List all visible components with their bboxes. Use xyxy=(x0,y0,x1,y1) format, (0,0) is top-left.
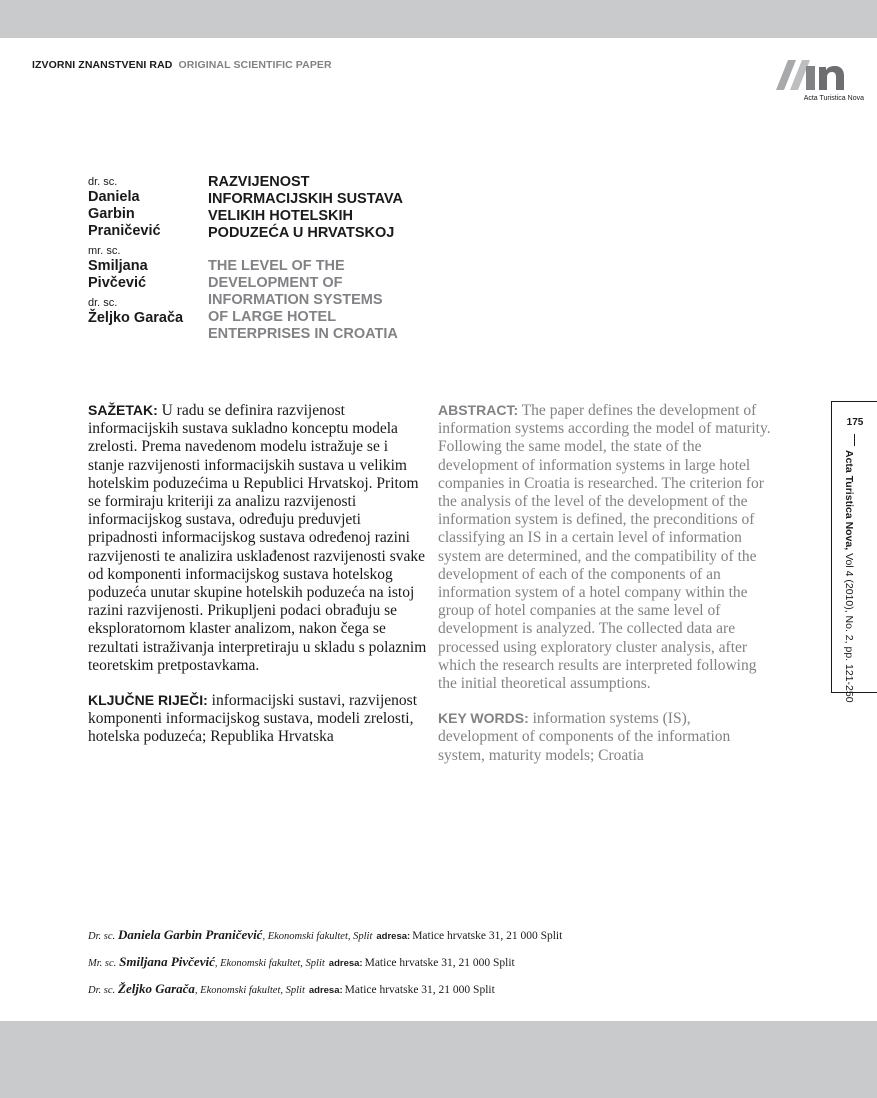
paper-type-hr: IZVORNI ZNANSTVENI RAD xyxy=(32,59,173,71)
author-name-line: Praničević xyxy=(88,223,161,239)
affiliation-unit: , Ekonomski fakultet, Split xyxy=(194,985,305,996)
abstract-croatian-column xyxy=(88,401,428,763)
title-hr-line: PODUZEĆA U HRVATSKOJ xyxy=(208,225,395,241)
affiliation-name: Željko Garača xyxy=(118,981,195,996)
affiliation-address-label: adresa: xyxy=(376,931,411,942)
affiliation-title: Dr. sc. xyxy=(88,985,116,996)
affiliation-name: Daniela Garbin Praničević xyxy=(118,927,263,942)
keywords-en-label: KEY WORDS: xyxy=(438,710,529,727)
abstract-english-column xyxy=(438,401,773,781)
keywords-hr-label: KLJUČNE RIJEČI: xyxy=(88,692,208,709)
abstract-croatian xyxy=(88,401,428,675)
abstract-hr-text: U radu se definira razvijenost informacijskih sustava sukladno konceptu modela zrelosti. Prema navedenom modelu istražuje se i stanje razvijenosti informacijskih sustava u velikim hotelskim poduzećima u Republici Hrvatskoj. Pritom se formiraju kriteriji za analizu razvijenosti informacijskog sustava, određuju preduvjeti pripadnosti informacijskog sustava određenoj razini razvijenosti te analizira usklađenost razvijenosti svake od komponenti informacijskog sustava hotelskog poduzeća unutar skupine hotelskih poduzeća na istoj razini razvijenosti. Prikupljeni podaci obrađuju se eksploratornom klaster analizom, nakon čega se rezultati istraživanja interpretiraju u skladu s polaznim teoretskim pretpostavkama. xyxy=(88,402,427,674)
affiliation-row xyxy=(88,928,788,944)
title-en-line: ENTERPRISES IN CROATIA xyxy=(208,326,398,342)
author-affiliations xyxy=(88,928,788,1009)
author-name-line: Smiljana xyxy=(88,258,148,274)
affiliation-address: Matice hrvatske 31, 21 000 Split xyxy=(344,984,495,996)
affiliation-name: Smiljana Pivčević xyxy=(119,954,215,969)
affiliation-title: Dr. sc. xyxy=(88,931,116,942)
author-title: dr. sc. xyxy=(88,176,118,188)
author-list xyxy=(88,176,203,332)
title-en-line: OF LARGE HOTEL xyxy=(208,309,337,325)
keywords-en-text: information systems (IS), development of components of the information system, maturity models; Croatia xyxy=(438,710,731,764)
abstract-en-label: ABSTRACT: xyxy=(438,402,519,418)
title-hr-line: INFORMACIJSKIH SUSTAVA xyxy=(208,191,403,207)
author-title: dr. sc. xyxy=(88,297,118,309)
affiliation-unit: , Ekonomski fakultet, Split xyxy=(214,958,325,969)
abstract-en-text: The paper defines the development of information systems according the model of maturity. Following the same model, the state of the development of information systems in large hotel companies in Croatia is researched. The criterion for the analysis of the level of the development of the information system is defined, the preconditions of classifying an IS in a certain level of information system are determined, and the compatibility of the development of each of the components of an information system of a hotel company within the group of hotel companies at the same level of development is analyzed. The collected data are processed using exploratory cluster analysis, after which the research results are interpreted following the initial theoretical assumptions. xyxy=(438,402,771,693)
title-croatian xyxy=(208,174,438,242)
title-english xyxy=(208,258,438,343)
abstract-english xyxy=(438,401,773,693)
affiliation-title: Mr. sc. xyxy=(88,958,117,969)
affiliation-address: Matice hrvatske 31, 21 000 Split xyxy=(364,957,515,969)
keywords-croatian xyxy=(88,691,428,747)
journal-citation-name: Acta Turistica Nova, xyxy=(843,450,855,551)
title-hr-line: RAZVIJENOST xyxy=(208,174,310,190)
author-block xyxy=(88,176,203,240)
author-block xyxy=(88,245,203,292)
side-divider xyxy=(854,434,855,446)
journal-side-tab xyxy=(831,401,877,703)
author-name-line: Daniela xyxy=(88,189,140,205)
affiliation-row xyxy=(88,982,788,998)
abstract-hr-label: SAŽETAK: xyxy=(88,402,158,418)
paper-titles xyxy=(208,174,438,343)
author-block xyxy=(88,297,203,327)
affiliation-address: Matice hrvatske 31, 21 000 Split xyxy=(412,930,563,942)
title-en-line: DEVELOPMENT OF xyxy=(208,275,343,291)
title-en-line: INFORMATION SYSTEMS xyxy=(208,292,383,308)
affiliation-row xyxy=(88,955,788,971)
title-en-line: THE LEVEL OF THE xyxy=(208,258,345,274)
keywords-hr-text: informacijski sustavi, razvijenost komponenti informacijskog sustava, modeli zrelosti, hotelska poduzeća; Republika Hrvatska xyxy=(88,692,418,746)
journal-logo xyxy=(776,58,866,106)
author-name-line: Garbin xyxy=(88,206,135,222)
affiliation-unit: , Ekonomski fakultet, Split xyxy=(262,931,373,942)
author-name-line: Pivčević xyxy=(88,275,147,291)
journal-citation-volume: Vol 4 (2010), No. 2, pp. 121-250 xyxy=(843,553,855,703)
bottom-gray-band xyxy=(0,1021,877,1098)
title-hr-line: VELIKIH HOTELSKIH xyxy=(208,208,354,224)
affiliation-address-label: adresa: xyxy=(308,985,343,996)
top-gray-band xyxy=(0,0,877,38)
keywords-english xyxy=(438,709,773,765)
paper-type-label xyxy=(32,59,332,71)
author-name-line: Željko Garača xyxy=(88,310,184,326)
paper-type-en: ORIGINAL SCIENTIFIC PAPER xyxy=(178,59,332,71)
page-number: 175 xyxy=(846,417,864,428)
journal-name-caption: Acta Turistica Nova xyxy=(803,95,864,102)
affiliation-address-label: adresa: xyxy=(328,958,363,969)
journal-citation xyxy=(843,450,855,703)
atn-logo-icon xyxy=(776,58,866,92)
author-title: mr. sc. xyxy=(88,245,121,257)
